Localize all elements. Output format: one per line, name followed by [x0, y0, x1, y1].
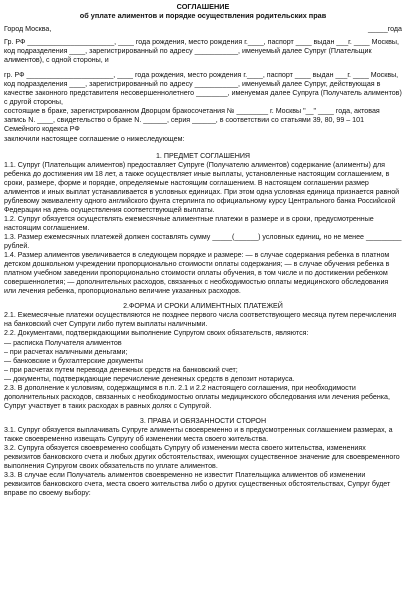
section-1-heading: 1. ПРЕДМЕТ СОГЛАШЕНИЯ: [155, 151, 251, 160]
title-line-1: СОГЛАШЕНИЕ: [176, 2, 230, 11]
party-1: Гр. РФ ______________________, ____ года рождения, место рождения г.____, паспорт ____ выдан ___г. ____ Москвы, код подразделения ____, зарегистрированный по адресу ___________, именуемый далее Супруг (Плательщик алиментов), с одной стороны, и: [4, 38, 400, 65]
list-item: – при расчетах наличными деньгами;: [4, 347, 128, 356]
clause-1-2: 1.2. Супруг обязуется осуществлять ежемесячные алиментные платежи в размере и в сроки, предусмотренные настоящим соглашением.: [4, 214, 374, 232]
list-item: — банковские и бухгалтерские документы: [4, 356, 144, 365]
clause-2-1: 2.1. Ежемесячные платежи осуществляются не позднее первого числа соответствующего месяца путем перечисления на банковский счет Супруги либо путем выплаты наличными.: [4, 311, 397, 329]
clause-2-3: 2.3. В дополнение к условиям, содержащимся в п.п. 2.1 и 2.2 настоящего соглашения, при необходимости дополнительных расходов, связанных с необходимостью оплаты медицинского обследования или лечения ребенка, Супруг участвует в таких расходах в равных долях с Супругой.: [4, 383, 390, 410]
clause-1-3: 1.3. Размер ежемесячных платежей должен составлять сумму _____(______) условных единиц, но не менее _________ рублей.: [4, 232, 402, 251]
list-item: — расписка Получателя алиментов: [4, 338, 122, 347]
agreement-intro: заключили настоящее соглашение о нижеследующем:: [4, 134, 185, 143]
city-date-row: [4, 25, 402, 34]
date: _____года: [367, 25, 402, 33]
clause-1-4: 1.4. Размер алиментов увеличивается в следующем порядке и размере: — в случае содержания ребенка в платном детском дошкольном учреждении пропорционально стоимости оплаты содержания; — в случае обучения ребенка в платном учебном заведении пропорционально стоимости оплаты обучения, в том числе и по достижении ребенком совершеннолетия; — дополнительных расходов, связанных с необходимостью оплаты медицинского обследования или лечения ребенка, пропорционально величине указанных расходов.: [4, 251, 390, 296]
clause-1-1: 1.1. Супруг (Плательщик алиментов) предоставляет Супруге (Получателю алиментов) содержание (алименты) для ребенка до достижения им 18 лет, а также осуществляет иные выплаты, установленные настоящим соглашением, в сроки, размере, форме и порядке, определяемые настоящим соглашением. В настоящем соглашении размер алиментов и иных выплат устанавливается в условных единицах. При этом одна условная единица признается равной рублевому эквиваленту одного английского фунта стерлинга по официальному курсу Центрального банка Российской Федерации на день осуществления соответствующей выплаты.: [4, 160, 400, 214]
clause-3-2: 3.2. Супруга обязуется своевременно сообщать Супругу об изменении места своего жительства, изменениях реквизитов банковского счета и любых других обстоятельствах, имеющих существенное значение для своевременного выполнения Супругом своих обязательств по уплате алиментов.: [4, 444, 400, 471]
list-item: – при расчетах путем перевода денежных средств на банковский счет;: [4, 365, 238, 374]
city: Город Москва,: [4, 25, 52, 33]
clause-2-2: 2.2. Документами, подтверждающими выполнение Супругом своих обязательств, являются:: [4, 329, 309, 338]
title-line-2: об уплате алиментов и порядке осуществления родительских прав: [79, 11, 327, 20]
clause-3-3: 3.3. В случае если Получатель алиментов своевременно не известит Плательщика алиментов об изменении реквизитов банковского счета, места своего жительства либо о других существенных обстоятельствах, Супруг будет вправе по своему выбору:: [4, 471, 391, 498]
marriage-details: состоящие в браке, зарегистрированном Дворцом бракосочетания № ________ г. Москвы "__" ____ года, актовая запись N. ____, свидетельство о браке N. ______, серия ______, в соответствии со статьями 39, 80, 99 – 101 Семейного кодекса РФ: [4, 107, 380, 134]
document-title: [4, 2, 402, 20]
party-2: гр. РФ ______________________, ____ года рождения, место рождения г.____, паспорт ____ выдан ___г. ____ Москвы, код подразделения ____, зарегистрированный по адресу ___________, именуемый далее Супруг, действующая в качестве законного представителя несовершеннолетнего ________, именуемая далее Супруга (Получатель алиментов) с другой стороны,: [4, 71, 402, 107]
section-3-heading: 3. ПРАВА И ОБЯЗАННОСТИ СТОРОН: [139, 416, 267, 425]
list-item: — документы, подтверждающие перечисление денежных средств в депозит нотариуса.: [4, 374, 295, 383]
clause-3-1: 3.1. Супруг обязуется выплачивать Супруге алименты своевременно и в предусмотренных соглашением размерах, а также своевременно извещать Супругу об изменении места своего жительства.: [4, 425, 393, 443]
section-2-heading: 2.ФОРМА И СРОКИ АЛИМЕНТНЫХ ПЛАТЕЖЕЙ: [123, 302, 283, 311]
